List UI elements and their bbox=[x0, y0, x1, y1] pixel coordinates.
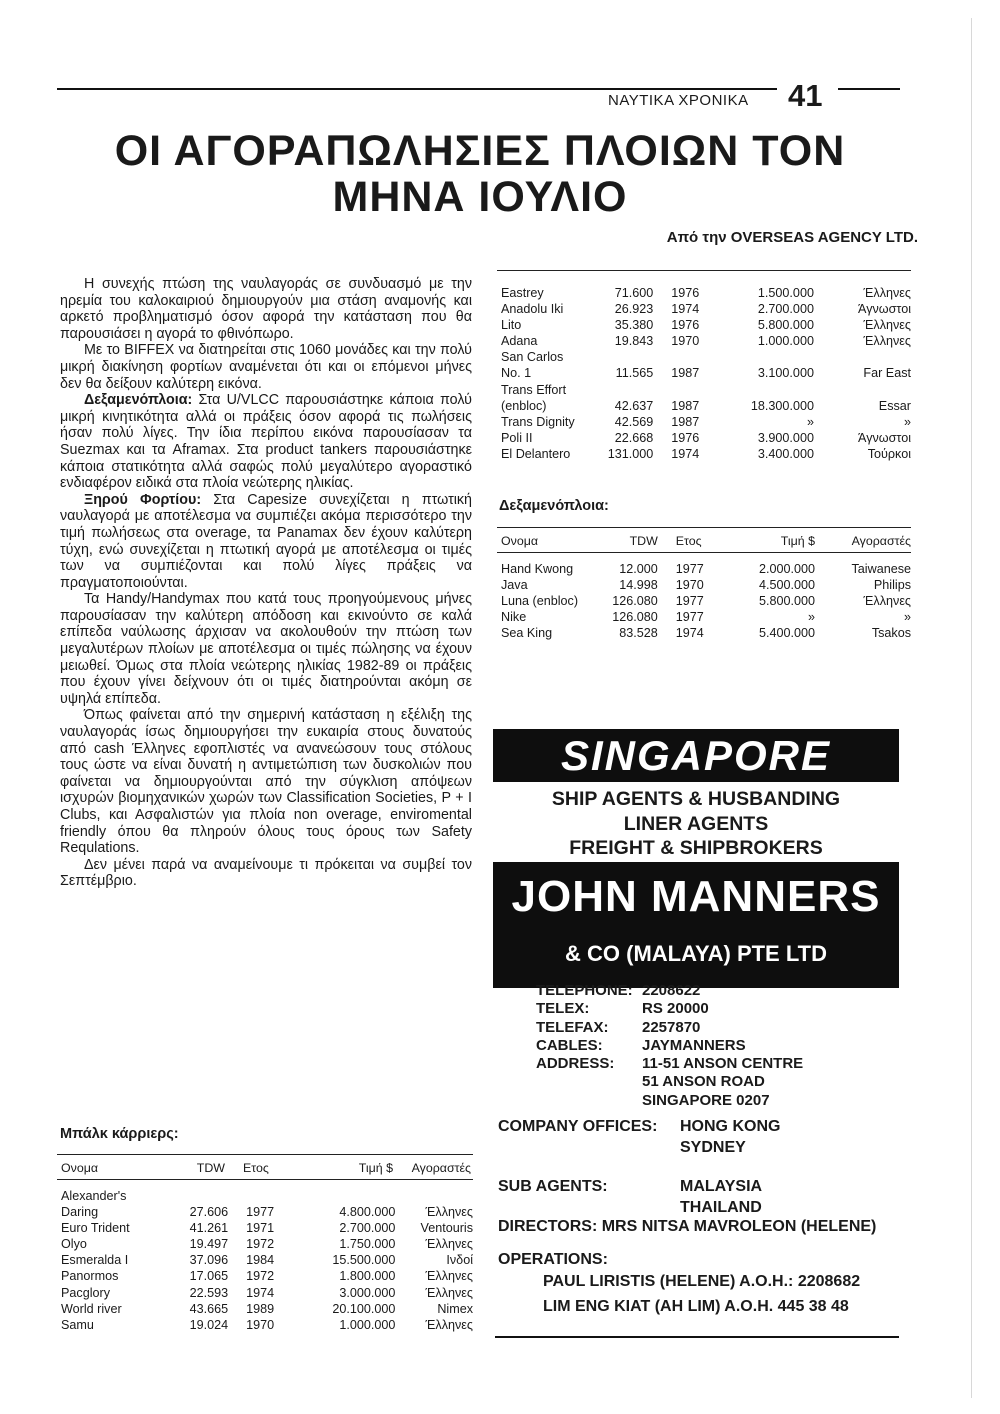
ad-banner-singapore: SINGAPORE bbox=[493, 729, 899, 782]
table-row bbox=[497, 561, 911, 577]
cell-buyer: Tsakos bbox=[871, 626, 912, 641]
cell-year: 1970 bbox=[246, 1317, 275, 1332]
paragraph-lead: Ξηρού Φορτίου: bbox=[84, 491, 202, 508]
cell-tdw: 42.637 bbox=[614, 398, 654, 413]
cell-year: 1987 bbox=[671, 414, 700, 429]
col-price: Τιμή $ bbox=[780, 534, 815, 548]
cell-year: 1987 bbox=[671, 398, 700, 413]
table-row bbox=[497, 285, 911, 301]
contact-line bbox=[536, 1092, 803, 1110]
cell-tdw: 42.569 bbox=[614, 414, 654, 429]
paragraph: Η συνεχής πτώση της ναυλαγοράς σε συνδυασμό με την ηρεμία του καλοκαιριού δημιουργούν μια στάση αναμονής και αρκετό προβληματισμό όσον αφορά την κατάσταση που θα παρουσιάσει η αγορά το φθινόπωρο. bbox=[60, 276, 472, 342]
cell-buyer: Άγνωστοι bbox=[858, 430, 911, 445]
table-row bbox=[57, 1220, 473, 1236]
cell-name: Euro Trident bbox=[61, 1221, 130, 1236]
cell-year: 1976 bbox=[671, 286, 700, 300]
cell-price: 20.100.000 bbox=[332, 1301, 396, 1316]
header-rule-right bbox=[838, 88, 900, 90]
cell-buyer: Far East bbox=[863, 366, 911, 381]
table-row bbox=[497, 593, 911, 609]
cell-name: Daring bbox=[61, 1205, 99, 1220]
cell-year: 1974 bbox=[675, 626, 704, 641]
table-header-rule bbox=[497, 552, 911, 553]
cell-buyer: Έλληνες bbox=[425, 1237, 473, 1252]
table-row bbox=[57, 1204, 473, 1220]
table-row bbox=[497, 365, 911, 381]
table-row bbox=[497, 317, 911, 333]
cell-name: Trans Dignity bbox=[501, 414, 575, 429]
paragraph bbox=[60, 492, 472, 592]
cell-tdw bbox=[592, 349, 653, 365]
table-header-rule bbox=[57, 1179, 473, 1180]
cell-buyer: Philips bbox=[873, 578, 912, 593]
cell-year: 1972 bbox=[246, 1237, 275, 1252]
cell-buyer: » bbox=[904, 610, 912, 625]
cell-price: 4.500.000 bbox=[758, 578, 815, 593]
cell-year: 1977 bbox=[675, 562, 704, 576]
cell-buyer: Essar bbox=[878, 398, 911, 413]
cell-year: 1976 bbox=[671, 318, 700, 333]
table-row bbox=[497, 398, 911, 414]
contact-label bbox=[536, 1073, 642, 1091]
cell-tdw bbox=[164, 1188, 228, 1204]
table-row bbox=[497, 625, 911, 641]
paragraph-lead: Δεξαμενόπλοια: bbox=[84, 392, 193, 409]
cell-name: Pacglory bbox=[61, 1285, 110, 1300]
table-row bbox=[497, 414, 911, 430]
cell-year: 1987 bbox=[671, 366, 700, 381]
cell-price: 2.700.000 bbox=[339, 1221, 396, 1236]
cell-price: 15.500.000 bbox=[332, 1253, 396, 1268]
page-number: 41 bbox=[788, 78, 823, 113]
cell-price: 5.800.000 bbox=[758, 594, 815, 609]
cell-tdw: 12.000 bbox=[619, 562, 658, 576]
cell-name: No. 1 bbox=[501, 366, 532, 381]
ad-service-line: SHIP AGENTS & HUSBANDING bbox=[551, 788, 841, 810]
ad-company-block bbox=[493, 862, 899, 988]
col-tdw: TDW bbox=[629, 534, 658, 548]
contact-line bbox=[536, 1073, 803, 1091]
cell-year: 1972 bbox=[246, 1269, 275, 1284]
cell-price: 5.400.000 bbox=[758, 626, 815, 641]
cell-tdw: 35.380 bbox=[614, 318, 654, 333]
col-year: Ετος bbox=[243, 1161, 269, 1175]
cell-price bbox=[306, 1188, 396, 1204]
cell-name: World river bbox=[61, 1301, 122, 1316]
paragraph: Όπως φαίνεται από την σημερινή κατάσταση η εξέλιξη της ναυλαγοράς ίσως δημιουργήσει την ευκαιρία στους δυνατούς από cash Έλληνες εφοπλιστές να ανανεώσουν τους στόλους τους ώστε να είναι δυνατή η αντιμετώπιση των δυσκολιών που φαίνεται να δημιουργούνται από την σύγκλιση απόψεων ισχυρών βιομηχανικών χωρών των Classification Societies, P + I Clubs, και Ασφαλιστών για πλοία non overage, enviromental friendly όπου θα πληρούν όλους τους όρους των Safety Requlations. bbox=[60, 707, 472, 857]
cell-price: 3.100.000 bbox=[757, 366, 814, 381]
paragraph: Δεν μένει παρά να αναμείνουμε τι πρόκειται να συμβεί τον Σεπτέμβριο. bbox=[60, 856, 472, 890]
cell-tdw: 19.497 bbox=[189, 1237, 229, 1252]
cell-name: Sea King bbox=[501, 626, 553, 641]
bulk-table-continued bbox=[497, 270, 911, 462]
col-buyers: Αγοραστές bbox=[851, 534, 912, 548]
tankers-table bbox=[497, 527, 911, 641]
cell-year: 1970 bbox=[671, 334, 700, 349]
cell-price: 5.800.000 bbox=[757, 318, 814, 333]
cell-name: Lito bbox=[501, 318, 522, 333]
paragraph bbox=[60, 392, 472, 492]
contact-line bbox=[536, 1055, 803, 1073]
cell-name: Anadolu Iki bbox=[501, 302, 564, 317]
cell-buyer: Άγνωστοι bbox=[858, 302, 911, 317]
cell-price: 3.400.000 bbox=[757, 446, 814, 461]
col-name: Ονομα bbox=[501, 534, 539, 548]
cell-tdw bbox=[592, 382, 653, 398]
cell-year: 1977 bbox=[675, 594, 704, 609]
operations-contact: PAUL LIRISTIS (HELENE) A.O.H.: 2208682 bbox=[543, 1273, 861, 1290]
table-row bbox=[57, 1252, 473, 1268]
cell-price: 1.000.000 bbox=[339, 1317, 396, 1332]
ad-bottom-rule bbox=[495, 1336, 899, 1338]
contact-label: TELEFAX: bbox=[536, 1018, 609, 1036]
table-row bbox=[497, 609, 911, 625]
cell-buyer: Ventouris bbox=[420, 1221, 473, 1236]
table-header bbox=[57, 1155, 473, 1179]
cell-tdw: 19.843 bbox=[614, 334, 654, 349]
cell-tdw: 71.600 bbox=[614, 286, 654, 300]
cell-price: 4.800.000 bbox=[339, 1205, 396, 1220]
cell-year bbox=[653, 349, 730, 365]
cell-name: Adana bbox=[501, 334, 538, 349]
sub-agent-item: THAILAND bbox=[680, 1198, 762, 1216]
operations-label: OPERATIONS: bbox=[498, 1251, 608, 1268]
cell-buyer bbox=[395, 1188, 473, 1204]
contact-value: JAYMANNERS bbox=[642, 1036, 746, 1054]
company-name: JOHN MANNERS bbox=[511, 872, 881, 921]
cell-tdw: 22.593 bbox=[189, 1285, 229, 1300]
cell-price: 1.750.000 bbox=[339, 1237, 396, 1252]
cell-tdw: 22.668 bbox=[614, 430, 654, 445]
ad-service-line: LINER AGENTS bbox=[623, 812, 769, 835]
cell-tdw: 27.606 bbox=[189, 1205, 229, 1220]
table-row bbox=[497, 333, 911, 349]
cell-year: 1970 bbox=[675, 578, 704, 593]
contact-value: SINGAPORE 0207 bbox=[642, 1091, 770, 1109]
page-edge bbox=[971, 18, 972, 1398]
cell-year: 1977 bbox=[246, 1205, 275, 1220]
cell-name: Trans Effort bbox=[501, 382, 567, 397]
contact-line bbox=[536, 982, 803, 1000]
contact-label: TELEPHONE: bbox=[536, 982, 633, 999]
paragraph: Με το BIFFEX να διατηρείται στις 1060 μονάδες και την πολύ μικρή διακίνηση φορτίων αναμένεται ότι και οι επόμενοι μήνες δεν θα δείξουν καλύτερη εικόνα. bbox=[60, 342, 472, 392]
contact-label: CABLES: bbox=[536, 1036, 603, 1054]
cell-name: Samu bbox=[61, 1317, 94, 1332]
cell-price: 18.300.000 bbox=[750, 398, 814, 413]
contact-line bbox=[536, 1000, 803, 1018]
table-row bbox=[57, 1188, 473, 1204]
cell-tdw: 26.923 bbox=[614, 302, 654, 317]
cell-tdw: 17.065 bbox=[189, 1269, 229, 1284]
cell-buyer: Taiwanese bbox=[851, 562, 912, 576]
cell-tdw: 14.998 bbox=[619, 578, 658, 593]
cell-buyer: Έλληνες bbox=[425, 1269, 473, 1284]
cell-price: 1.000.000 bbox=[757, 334, 814, 349]
cell-buyer: Τούρκοι bbox=[867, 446, 911, 461]
contact-value: RS 20000 bbox=[642, 1000, 709, 1018]
cell-price: » bbox=[807, 610, 815, 625]
cell-buyer: Έλληνες bbox=[863, 334, 911, 349]
cell-buyer bbox=[814, 349, 911, 365]
cell-buyer bbox=[814, 382, 911, 398]
contact-value: 2257870 bbox=[642, 1018, 701, 1036]
office-item: HONG KONG bbox=[680, 1118, 781, 1135]
table-row bbox=[497, 382, 911, 398]
cell-name: El Delantero bbox=[501, 446, 571, 461]
directors: DIRECTORS: MRS NITSA MAVROLEON (HELENE) bbox=[498, 1218, 877, 1235]
cell-price: » bbox=[806, 414, 814, 429]
cell-year: 1976 bbox=[671, 430, 700, 445]
sub-agents-label: SUB AGENTS: bbox=[498, 1178, 608, 1195]
cell-year: 1984 bbox=[246, 1253, 275, 1268]
ad-service-line: FREIGHT & SHIPBROKERS bbox=[569, 837, 823, 859]
cell-buyer: » bbox=[903, 414, 911, 429]
paragraph-text: Στα Capesize συνεχίζεται η πτωτική ναυλαγορά με αποτέλεσμα να συμπιέζει ακόμα περισσότερο την τιμή πωλήσεως στα overage, τα Panamax δεν έχουν καλύτερη τύχη, ενώ συνεχίζεται η πτωτική αγορά με αποτέλεσμα οι τιμές των να συμπιέζονται και πολύ λίγες πράξεις να πραγματοποιούνται. bbox=[60, 491, 472, 591]
cell-name: Luna (enbloc) bbox=[501, 594, 579, 609]
bulk-table bbox=[57, 1154, 473, 1333]
cell-year: 1989 bbox=[246, 1301, 275, 1316]
cell-year: 1977 bbox=[675, 610, 704, 625]
sub-agent-item: MALAYSIA bbox=[680, 1178, 763, 1195]
bulk-heading: Μπάλκ κάρριερς: bbox=[60, 1126, 179, 1142]
cell-buyer: Έλληνες bbox=[863, 594, 912, 609]
cell-tdw: 19.024 bbox=[189, 1317, 229, 1332]
offices-label: COMPANY OFFICES: bbox=[498, 1118, 658, 1135]
contact-line bbox=[536, 1037, 803, 1055]
cell-buyer: Έλληνες bbox=[425, 1317, 473, 1332]
table-row bbox=[497, 301, 911, 317]
cell-price bbox=[730, 349, 814, 365]
cell-name: Poli II bbox=[501, 430, 533, 445]
paragraph-text: Στα U/VLCC παρουσιάστηκε κάποια πολύ μικρή κινητικότητα αλλά οι πράξεις όσον αφορά τις πωλήσεις ήσαν πολύ λίγες. Την ίδια περίπου εικόνα παρουσίασαν τα Suezmax και τα Aframax. Στα product tankers παρουσιάστηκε κάποια στατικότητα αλλά σαφώς πολύ μεγαλύτερο αγοραστικό ενδιαφέρον ειδικά στα πλοία νεώτερης ηλικίας. bbox=[60, 392, 472, 492]
title-line-1: ΟΙ ΑΓΟΡΑΠΩΛΗΣΙΕΣ ΠΛΟΙΩΝ ΤΟΝ bbox=[114, 127, 846, 175]
cell-name: Panormos bbox=[61, 1269, 119, 1284]
cell-year bbox=[653, 382, 730, 398]
cell-name: Hand Kwong bbox=[501, 562, 574, 576]
contact-value: 51 ANSON ROAD bbox=[642, 1073, 765, 1091]
table-row bbox=[57, 1285, 473, 1301]
operations-contact: LIM ENG KIAT (AH LIM) A.O.H. 445 38 48 bbox=[543, 1298, 849, 1315]
cell-price: 1.800.000 bbox=[339, 1269, 396, 1284]
article-body bbox=[60, 276, 472, 890]
table-row bbox=[497, 446, 911, 462]
cell-tdw: 126.080 bbox=[612, 594, 658, 609]
cell-name: Olyo bbox=[61, 1237, 87, 1252]
table-row bbox=[497, 349, 911, 365]
table-row bbox=[57, 1268, 473, 1284]
title-line-2: ΜΗΝΑ ΙΟΥΛΙΟ bbox=[332, 173, 628, 221]
cell-tdw: 41.261 bbox=[189, 1221, 229, 1236]
col-price: Τιμή $ bbox=[358, 1161, 393, 1175]
cell-tdw: 43.665 bbox=[189, 1301, 229, 1316]
cell-year: 1974 bbox=[671, 302, 700, 317]
ad-contacts bbox=[536, 982, 803, 1110]
table-top-rule bbox=[497, 270, 911, 271]
paragraph: Τα Handy/Handymax που κατά τους προηγούμενους μήνες παρουσίασαν την καλύτερη απόδοση και εκινούντο σε καλά επίπεδα ναύλωσης άρχισαν να ακολουθούν την πτώση των μεγαλυτέρων πλοίων με αποτέλεσμα οι τιμές πώλησης να έχουν μειωθεί. Όμως στα πλοία νεώτερης ηλικίας 1982-89 οι πράξεις που έχουν γίνει δείχνουν ότι οι τιμές διατηρούνται ακόμη σε υψηλά επίπεδα. bbox=[60, 591, 472, 707]
contact-label: TELEX: bbox=[536, 1000, 590, 1018]
tankers-heading: Δεξαμενόπλοια: bbox=[499, 498, 609, 514]
contact-value: 11-51 ANSON CENTRE bbox=[642, 1055, 804, 1073]
cell-name: (enbloc) bbox=[501, 398, 547, 413]
article-title bbox=[60, 128, 900, 220]
cell-year: 1974 bbox=[671, 446, 700, 461]
cell-tdw: 37.096 bbox=[189, 1253, 229, 1268]
table-row bbox=[497, 577, 911, 593]
office-item: SYDNEY bbox=[680, 1138, 746, 1156]
cell-price: 3.900.000 bbox=[757, 430, 814, 445]
cell-name: Eastrey bbox=[501, 286, 544, 300]
col-name: Ονομα bbox=[61, 1161, 99, 1175]
cell-tdw: 126.080 bbox=[612, 610, 658, 625]
table-row bbox=[57, 1317, 473, 1333]
cell-buyer: Έλληνες bbox=[863, 286, 911, 300]
cell-year: 1971 bbox=[246, 1221, 275, 1236]
cell-tdw: 83.528 bbox=[619, 626, 658, 641]
cell-buyer: Ινδοί bbox=[446, 1253, 473, 1268]
contact-label: ADDRESS: bbox=[536, 1055, 615, 1073]
table-header bbox=[497, 528, 911, 552]
cell-year: 1974 bbox=[246, 1285, 275, 1300]
contact-value: 2208622 bbox=[642, 982, 701, 999]
company-subtitle: & CO (MALAYA) PTE LTD bbox=[565, 941, 827, 966]
cell-year bbox=[228, 1188, 306, 1204]
table-rows bbox=[57, 1188, 473, 1333]
cell-buyer: Έλληνες bbox=[425, 1205, 473, 1220]
table-rows bbox=[497, 285, 911, 462]
cell-tdw: 131.000 bbox=[607, 446, 654, 461]
table-rows bbox=[497, 561, 911, 641]
cell-buyer: Έλληνες bbox=[863, 318, 911, 333]
col-buyers: Αγοραστές bbox=[411, 1161, 471, 1175]
col-year: Ετος bbox=[675, 534, 702, 548]
journal-name: ΝΑΥΤΙΚΑ ΧΡΟΝΙΚΑ bbox=[608, 92, 749, 109]
cell-name: Java bbox=[501, 578, 528, 593]
contact-line bbox=[536, 1019, 803, 1037]
cell-name: Nike bbox=[501, 610, 527, 625]
cell-name: Esmeralda I bbox=[61, 1253, 129, 1268]
table-row bbox=[57, 1236, 473, 1252]
cell-buyer: Nimex bbox=[437, 1301, 473, 1316]
ad-services bbox=[493, 787, 899, 861]
header-rule bbox=[57, 88, 777, 90]
table-row bbox=[57, 1301, 473, 1317]
cell-name: Alexander's bbox=[61, 1189, 127, 1203]
cell-price bbox=[730, 382, 814, 398]
col-tdw: TDW bbox=[196, 1161, 225, 1175]
byline: Από την OVERSEAS AGENCY LTD. bbox=[666, 229, 918, 246]
cell-price: 2.000.000 bbox=[758, 562, 815, 576]
cell-tdw: 11.565 bbox=[615, 366, 654, 381]
table-row bbox=[497, 430, 911, 446]
cell-name: San Carlos bbox=[501, 350, 564, 365]
contact-label bbox=[536, 1092, 642, 1110]
cell-price: 2.700.000 bbox=[757, 302, 814, 317]
cell-price: 3.000.000 bbox=[339, 1285, 396, 1300]
cell-price: 1.500.000 bbox=[757, 286, 814, 300]
cell-buyer: Έλληνες bbox=[425, 1285, 473, 1300]
